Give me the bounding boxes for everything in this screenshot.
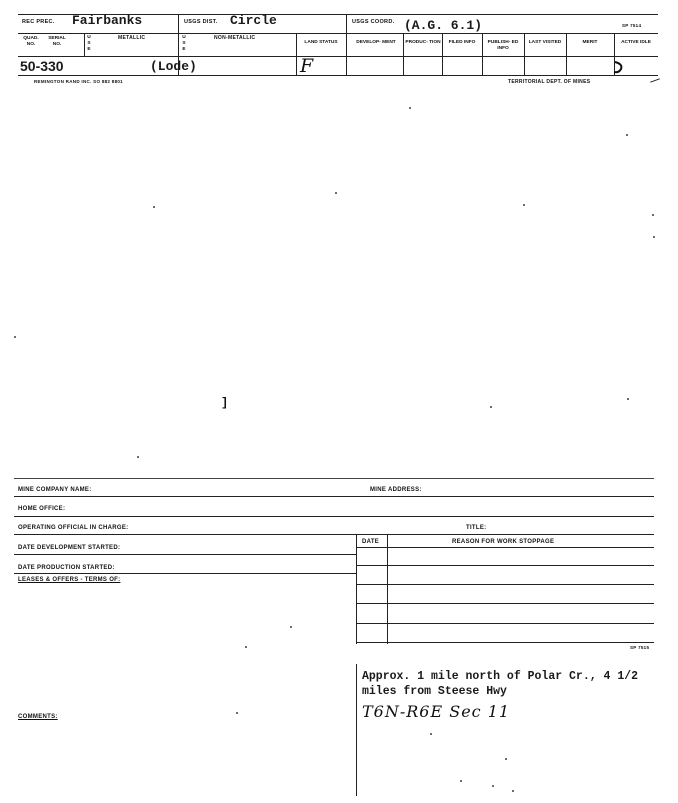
scan-speck — [492, 785, 494, 787]
scan-speck — [460, 780, 462, 782]
scan-speck — [652, 214, 654, 216]
rec-prec-label: REC PREC. — [22, 19, 55, 25]
usgs-coord-value: (A.G. 6.1) — [404, 18, 483, 33]
row-divider-1 — [18, 33, 658, 34]
comments-label: COMMENTS: — [18, 714, 58, 720]
mine-address-label: MINE ADDRESS: — [370, 487, 422, 493]
col-merit: MERIT — [582, 40, 598, 45]
usgs-coord-label: USGS COORD. — [352, 19, 395, 25]
form-number-bottom: SP 7515 — [630, 645, 650, 650]
metallic-use-prefix: U S E — [87, 35, 91, 52]
stoppage-row-2 — [356, 565, 654, 566]
comments-divider — [356, 664, 357, 796]
scan-speck — [409, 107, 411, 109]
printer-line: REMINGTON RAND INC. SO 882 8801 — [34, 79, 123, 84]
form-number-top: SP 7514 — [622, 23, 642, 28]
col-land-status: LAND STATUS — [304, 40, 338, 45]
bottom-row-divider-3 — [14, 534, 654, 535]
date-production-label: DATE PRODUCTION STARTED: — [18, 565, 115, 571]
stoppage-row-5 — [356, 623, 654, 624]
col-active-idle: ACTIVE IDLE — [621, 40, 651, 45]
scan-speck — [626, 134, 628, 136]
bottom-row-divider-5 — [14, 573, 356, 574]
bottom-row-divider-1 — [14, 496, 654, 497]
scan-speck — [245, 646, 247, 648]
check-mark-icon — [612, 59, 626, 75]
usgs-dist-value: Circle — [230, 13, 277, 28]
dept-line: TERRITORIAL DEPT. OF MINES — [508, 79, 591, 85]
edge-mark — [650, 78, 660, 82]
scan-speck — [153, 206, 155, 208]
col-production: PRODUC- TION — [405, 40, 441, 45]
col-published-info: PUBLISH- ED INFO — [487, 40, 519, 51]
col-divider-prod — [403, 33, 404, 76]
metal-value: (Lode) — [150, 59, 197, 74]
scan-speck — [653, 236, 655, 238]
scan-speck — [290, 626, 292, 628]
row-divider-2 — [18, 56, 658, 57]
remarks-line-1: Approx. 1 mile north of Polar Cr., 4 1/2 — [362, 670, 639, 683]
scan-speck — [627, 398, 629, 400]
bottom-row-divider-4 — [14, 554, 356, 555]
stoppage-table-left — [356, 534, 357, 644]
usgs-dist-label: USGS DIST. — [184, 19, 218, 25]
scan-speck — [490, 406, 492, 408]
operating-official-label: OPERATING OFFICIAL IN CHARGE: — [18, 525, 129, 531]
serial-label: SERIAL NO. — [48, 36, 66, 47]
land-status-value: F — [300, 55, 314, 77]
reason-column-label: REASON FOR WORK STOPPAGE — [452, 539, 555, 545]
stoppage-table-date-divider — [387, 534, 388, 644]
scan-speck — [137, 456, 139, 458]
title-label: TITLE: — [466, 525, 487, 531]
handwritten-location: T6N-R6E Sec 11 — [362, 702, 511, 721]
row-divider-3 — [18, 75, 658, 76]
remarks-line-2: miles from Steese Hwy — [362, 685, 507, 698]
stoppage-row-1 — [356, 547, 654, 548]
col-divider-land — [296, 33, 297, 76]
stoppage-row-6 — [356, 642, 654, 643]
col-divider-filed — [442, 33, 443, 76]
stray-bracket-mark: ] — [221, 396, 229, 410]
serial-value: 50-330 — [20, 58, 64, 74]
rec-prec-value: Fairbanks — [72, 13, 143, 28]
col-filed-info: FILED INFO — [448, 40, 476, 45]
scan-speck — [236, 712, 238, 714]
leases-label: LEASES & OFFERS - TERMS OF: — [18, 577, 121, 583]
date-development-label: DATE DEVELOPMENT STARTED: — [18, 545, 121, 551]
col-divider-pub — [482, 33, 483, 76]
date-column-label: DATE — [362, 539, 380, 545]
col-divider-last — [524, 33, 525, 76]
scan-speck — [512, 790, 514, 792]
nonmetallic-label: NON-METALLIC — [214, 35, 256, 41]
nonmetallic-use-prefix: U S E — [182, 35, 186, 52]
mine-company-label: MINE COMPANY NAME: — [18, 487, 92, 493]
col-development: DEVELOP- MENT — [356, 40, 396, 45]
col-divider-coord — [346, 14, 347, 76]
scan-speck — [430, 733, 432, 735]
scan-speck — [505, 758, 507, 760]
scan-speck — [14, 336, 16, 338]
col-divider-metallic — [84, 33, 85, 56]
scan-speck — [335, 192, 337, 194]
home-office-label: HOME OFFICE: — [18, 506, 66, 512]
col-last-visited: LAST VISITED — [528, 40, 562, 45]
scan-speck — [523, 204, 525, 206]
bottom-card-top-edge — [14, 478, 654, 479]
bottom-row-divider-2 — [14, 516, 654, 517]
quad-label: QUAD. NO. — [23, 36, 39, 47]
stoppage-row-3 — [356, 584, 654, 585]
stoppage-row-4 — [356, 603, 654, 604]
col-divider-merit — [566, 33, 567, 76]
metallic-label: METALLIC — [118, 35, 146, 41]
